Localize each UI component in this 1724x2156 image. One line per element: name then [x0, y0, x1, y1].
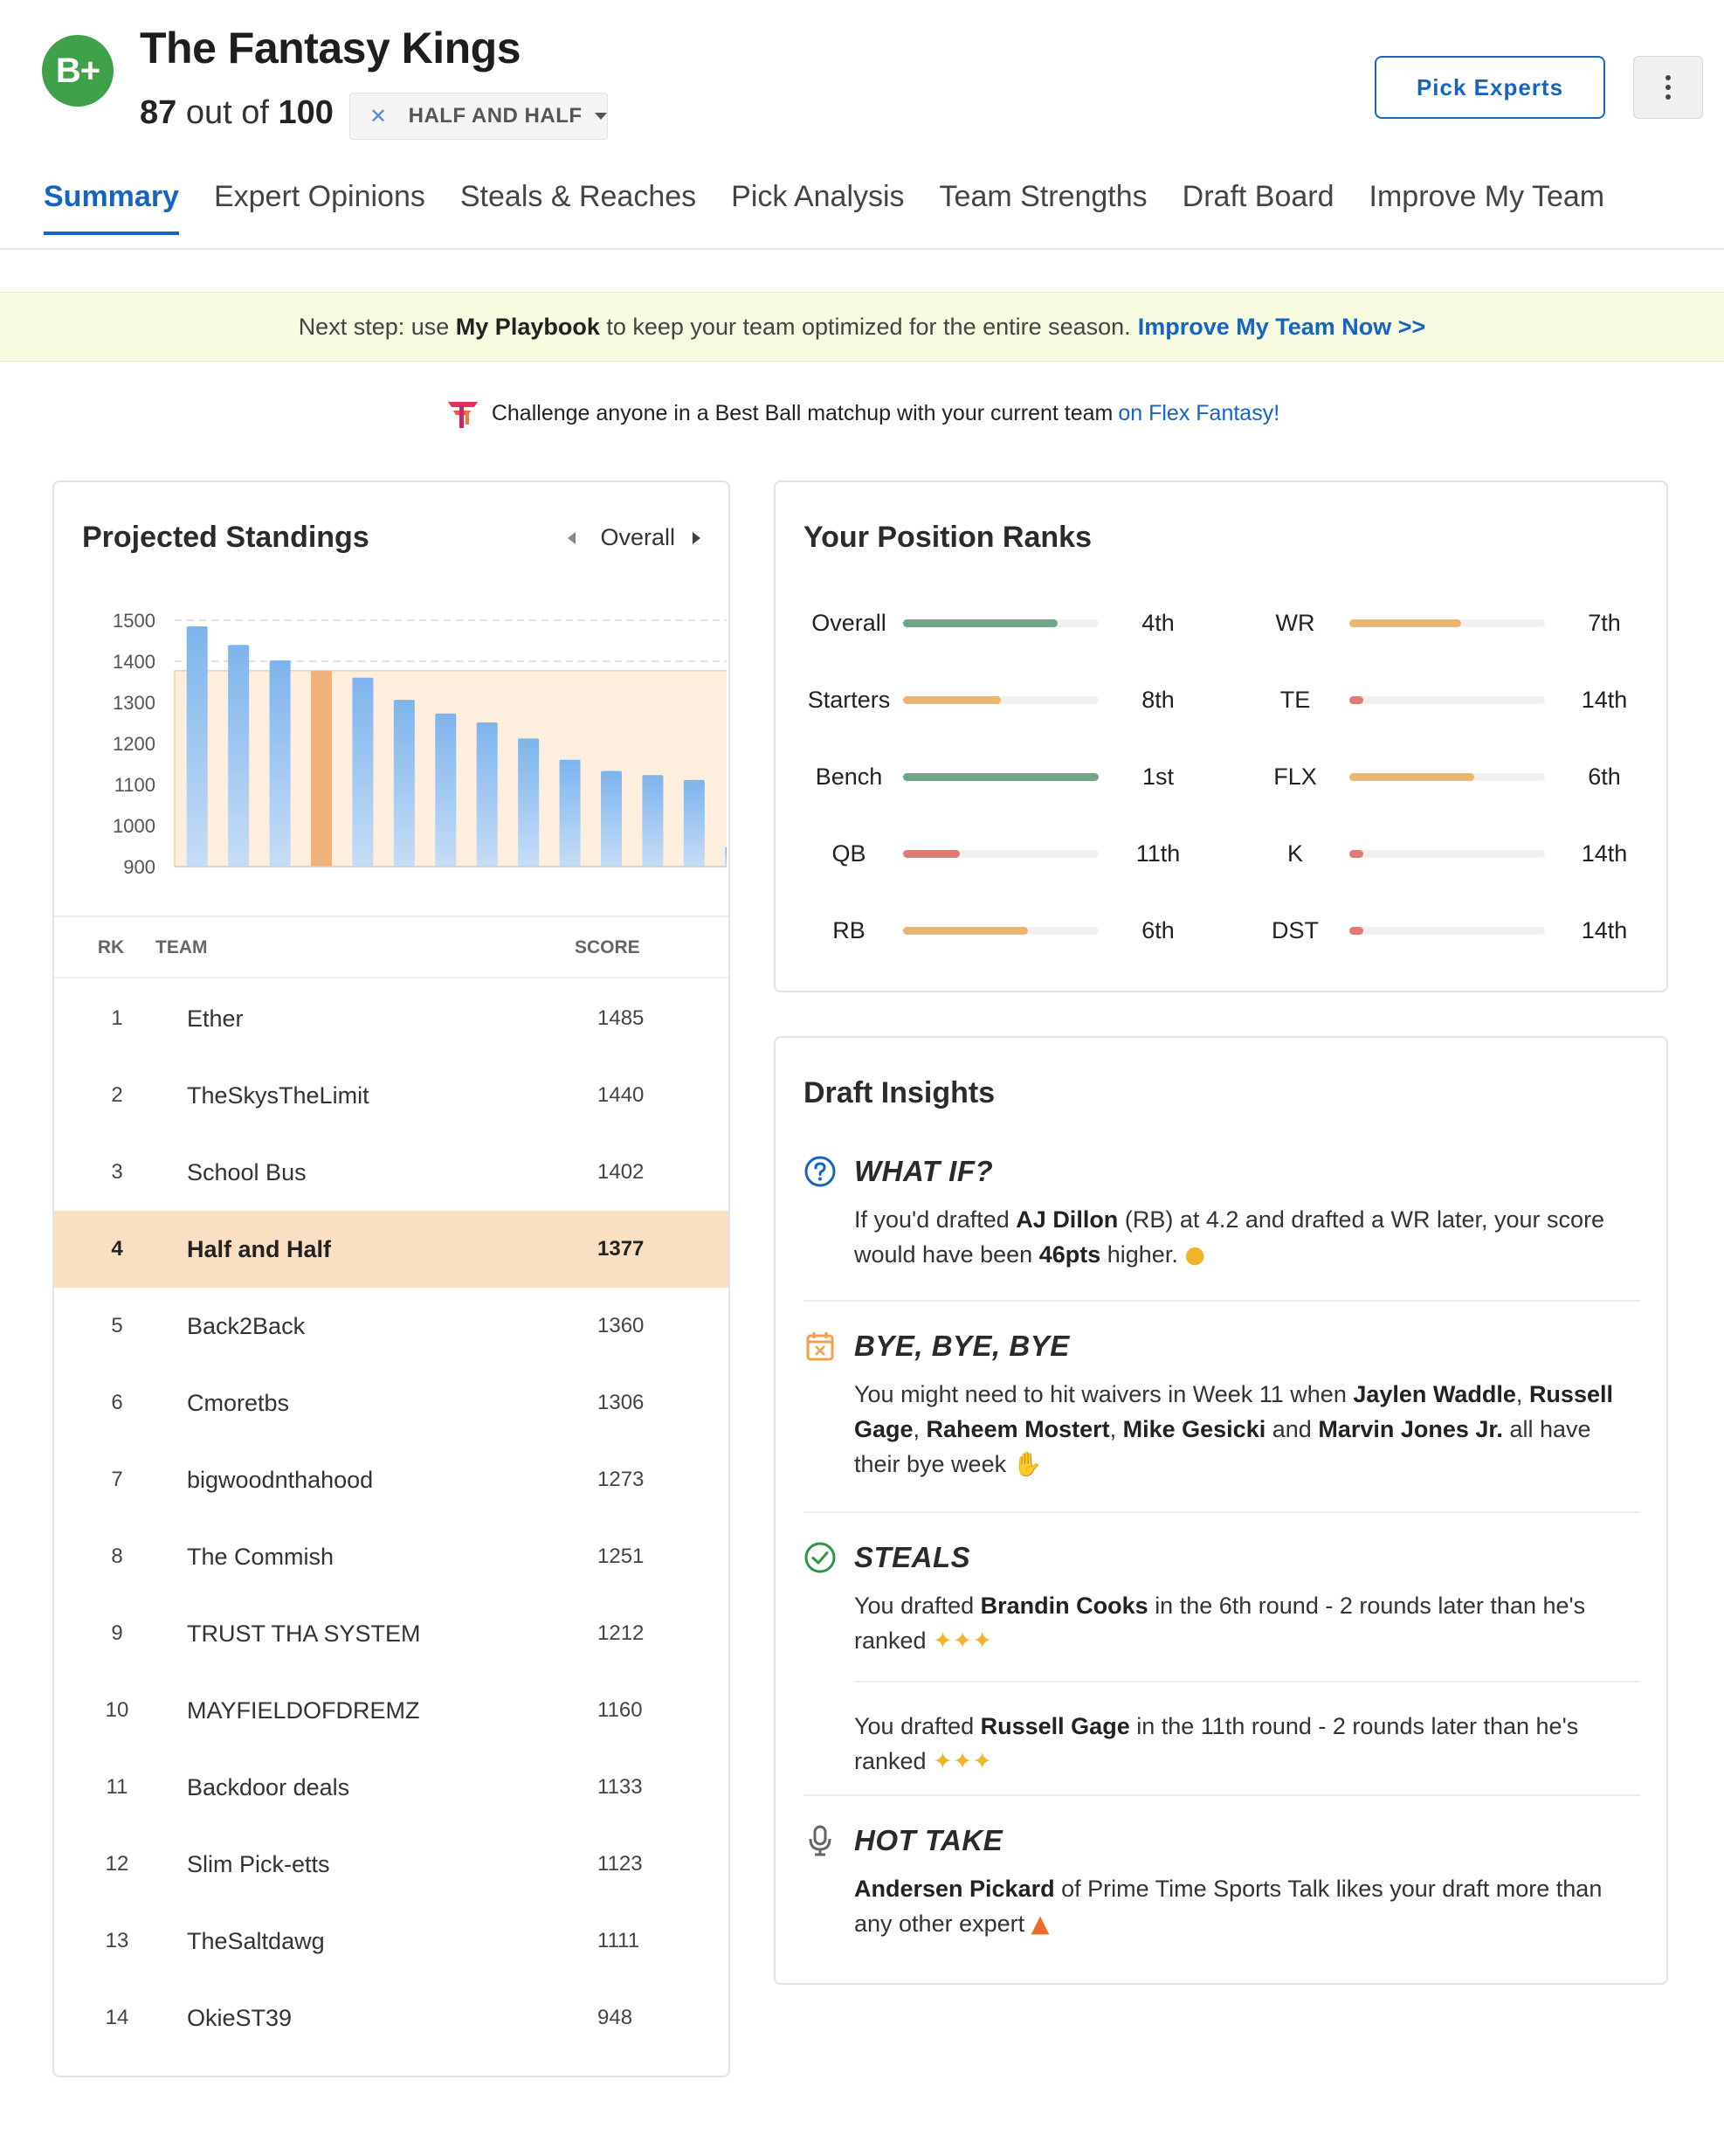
bar-6	[394, 700, 415, 867]
row-score: 1160	[597, 1698, 643, 1722]
position-rank-value: 7th	[1588, 610, 1621, 636]
y-tick-label: 1000	[113, 815, 155, 837]
what-if-text	[854, 1202, 1640, 1273]
row-team: School Bus	[187, 1158, 307, 1185]
banner-suffix: to keep your team optimized for the entire season.	[606, 313, 1131, 340]
tab-steals-reaches[interactable]: Steals & Reaches	[459, 180, 697, 213]
row-team: Ether	[187, 1005, 244, 1032]
standings-title: Projected Standings	[82, 521, 369, 554]
col-team-header: TEAM	[155, 937, 208, 957]
y-tick-label: 900	[123, 856, 155, 878]
row-rank: 11	[106, 1775, 128, 1799]
position-rank-fill	[903, 619, 1058, 627]
bar-5	[352, 678, 373, 867]
position-rank-bar	[903, 773, 1099, 781]
close-icon[interactable]: ✕	[369, 104, 388, 128]
position-rank-qb	[798, 840, 1217, 867]
row-rank: 3	[111, 1160, 123, 1184]
position-label: FLX	[1273, 764, 1317, 790]
row-team: bigwoodnthahood	[187, 1466, 374, 1493]
row-score: 1273	[597, 1468, 645, 1491]
score-max: 100	[278, 94, 334, 131]
position-rank-fill	[903, 927, 1028, 935]
position-rank-value: 1st	[1141, 764, 1175, 790]
flex-fantasy-link[interactable]: on Flex Fantasy!	[1118, 400, 1280, 425]
position-rank-value: 14th	[1581, 687, 1628, 713]
row-score: 1360	[597, 1314, 645, 1337]
steal-divider	[854, 1681, 1640, 1683]
thinking-emoji-icon: ●	[1184, 1241, 1205, 1268]
row-rank: 5	[111, 1314, 123, 1337]
chart-divider	[54, 916, 728, 917]
col-score-header: SCORE	[575, 937, 640, 957]
table-row[interactable]	[54, 1980, 728, 2056]
team-select-label: HALF AND HALF	[408, 104, 583, 128]
y-tick-label: 1300	[113, 692, 155, 714]
bye-and: and	[1272, 1416, 1312, 1442]
y-tick-label: 1200	[113, 733, 155, 755]
row-team: Cmoretbs	[187, 1389, 290, 1416]
team-title: The Fantasy Kings	[140, 24, 521, 73]
table-row[interactable]	[54, 1595, 728, 1672]
position-rank-value: 6th	[1141, 917, 1175, 943]
row-team: Half and Half	[187, 1235, 332, 1262]
tab-pick-analysis[interactable]: Pick Analysis	[731, 180, 905, 213]
row-team: Slim Pick-etts	[187, 1850, 330, 1877]
position-rank-bench	[798, 764, 1217, 791]
table-row[interactable]	[54, 1826, 728, 1903]
insight-hot-take	[803, 1824, 1640, 1942]
insight-divider	[803, 1300, 1640, 1302]
standings-table-header	[54, 919, 728, 978]
row-team: MAYFIELDOFDREMZ	[187, 1696, 420, 1724]
insight-divider	[803, 1511, 1640, 1513]
improve-team-link[interactable]: Improve My Team Now >>	[1137, 313, 1426, 340]
position-rank-flx	[1245, 764, 1664, 791]
position-rank-fill	[903, 773, 1099, 781]
more-options-button[interactable]	[1633, 56, 1703, 119]
row-rank: 10	[105, 1698, 129, 1722]
position-rank-bar	[1349, 850, 1545, 858]
position-label: DST	[1272, 917, 1319, 943]
hot-take-heading: HOT TAKE	[854, 1824, 1003, 1856]
row-score: 1306	[597, 1391, 645, 1414]
row-score: 1212	[597, 1621, 645, 1645]
row-score: 1123	[597, 1852, 643, 1876]
steal-2-text-1: You drafted	[854, 1713, 975, 1739]
table-row[interactable]	[54, 1903, 728, 1980]
score-summary	[140, 94, 334, 132]
steal-1-player: Brandin Cooks	[980, 1593, 1148, 1619]
question-icon	[803, 1155, 837, 1188]
row-rank: 12	[105, 1852, 129, 1876]
row-rank: 1	[111, 1006, 123, 1030]
steals-heading: STEALS	[854, 1541, 971, 1573]
table-row[interactable]	[54, 1365, 728, 1441]
position-label: QB	[831, 840, 866, 867]
position-rank-value: 4th	[1141, 610, 1175, 636]
row-score: 1377	[597, 1237, 645, 1261]
row-rank: 4	[111, 1237, 123, 1261]
steal-item-1	[854, 1588, 1640, 1659]
draft-insights-title: Draft Insights	[803, 1076, 996, 1109]
table-row[interactable]	[54, 1288, 728, 1365]
row-score: 1111	[597, 1929, 640, 1952]
tab-bar	[44, 180, 1604, 235]
chevron-down-icon	[595, 113, 607, 120]
position-rank-fill	[1349, 927, 1363, 935]
position-rank-fill	[1349, 696, 1363, 704]
position-rank-k	[1245, 840, 1664, 867]
next-step-banner	[0, 292, 1724, 362]
insight-steals	[803, 1541, 1640, 1659]
bar-8	[477, 722, 498, 867]
team-select[interactable]	[349, 93, 608, 140]
standings-rows	[54, 980, 728, 2056]
check-circle-icon	[803, 1541, 837, 1574]
hot-take-text	[854, 1871, 1640, 1942]
position-ranks-card	[774, 480, 1668, 992]
microphone-icon	[803, 1824, 837, 1857]
insight-divider	[803, 1794, 1640, 1796]
row-team: TheSkysTheLimit	[187, 1081, 369, 1109]
row-rank: 7	[111, 1468, 123, 1491]
bye-player-4: Mike Gesicki	[1122, 1416, 1266, 1442]
row-team: Backdoor deals	[187, 1773, 350, 1800]
y-tick-label: 1100	[114, 774, 155, 796]
insight-what-if	[803, 1155, 1640, 1273]
challenge-text: Challenge anyone in a Best Ball matchup with your current team	[491, 400, 1114, 425]
position-rank-bar	[903, 927, 1099, 935]
position-label: Starters	[807, 687, 891, 713]
insight-bye-week	[803, 1330, 1640, 1482]
kebab-dot-icon	[1665, 94, 1671, 100]
what-if-text-1: If you'd drafted	[854, 1206, 1010, 1233]
table-row[interactable]	[54, 1441, 728, 1518]
bye-text-1: You might need to hit waivers in Week 11 when	[854, 1381, 1347, 1407]
position-rank-fill	[903, 696, 1001, 704]
table-row[interactable]	[54, 1749, 728, 1826]
row-score: 948	[597, 2006, 633, 2029]
bar-10	[560, 760, 581, 867]
bye-player-5: Marvin Jones Jr.	[1318, 1416, 1503, 1442]
table-row[interactable]	[54, 1211, 728, 1288]
bar-13	[684, 780, 705, 867]
row-team: TRUST THA SYSTEM	[187, 1620, 421, 1647]
bar-14	[725, 847, 727, 867]
prev-arrow-icon[interactable]	[568, 532, 576, 544]
row-team: OkieST39	[187, 2004, 293, 2031]
position-rank-starters	[798, 687, 1217, 714]
row-rank: 14	[105, 2006, 129, 2029]
kebab-dot-icon	[1665, 85, 1671, 90]
what-if-player: AJ Dillon	[1016, 1206, 1119, 1233]
y-tick-label: 1500	[113, 610, 155, 632]
bar-4	[311, 671, 332, 867]
row-rank: 6	[111, 1391, 123, 1414]
table-row[interactable]	[54, 980, 728, 1057]
steal-2-player: Russell Gage	[980, 1713, 1130, 1739]
hot-take-expert: Andersen Pickard	[854, 1876, 1055, 1902]
position-rank-bar	[1349, 619, 1545, 627]
row-rank: 8	[111, 1544, 123, 1568]
row-team: TheSaltdawg	[187, 1927, 325, 1954]
position-rank-bar	[903, 850, 1099, 858]
what-if-text-2: (RB) at 4.2 and drafted a WR later, your score would have been	[854, 1206, 1605, 1268]
next-arrow-icon[interactable]	[693, 532, 700, 544]
tab-team-strengths[interactable]: Team Strengths	[939, 180, 1148, 213]
bar-12	[642, 775, 663, 867]
hot-take-text-1: of Prime Time Sports Talk likes your draft more than any other expert	[854, 1876, 1603, 1937]
bye-player-1: Jaylen Waddle	[1353, 1381, 1516, 1407]
position-rank-dst	[1245, 917, 1664, 944]
banner-strong: My Playbook	[455, 313, 600, 340]
position-rank-fill	[903, 850, 960, 858]
tab-expert-opinions[interactable]: Expert Opinions	[213, 180, 425, 213]
bar-1	[187, 626, 208, 867]
kebab-dot-icon	[1665, 75, 1671, 80]
tab-improve-my-team[interactable]: Improve My Team	[1369, 180, 1605, 213]
position-rank-bar	[1349, 927, 1545, 935]
tabs-divider	[0, 248, 1724, 250]
row-team: Back2Back	[187, 1312, 306, 1339]
calendar-icon	[803, 1330, 837, 1363]
challenge-promo	[0, 395, 1724, 432]
standings-filter	[568, 524, 700, 551]
table-row[interactable]	[54, 1057, 728, 1134]
position-rank-value: 14th	[1581, 917, 1628, 943]
position-rank-fill	[1349, 619, 1461, 627]
grade-text: B+	[55, 51, 100, 90]
steal-1-text-1: You drafted	[854, 1593, 975, 1619]
row-rank: 2	[111, 1083, 123, 1107]
col-rank-header: RK	[97, 937, 125, 957]
position-rank-overall	[798, 610, 1217, 637]
row-score: 1485	[597, 1006, 645, 1030]
bye-heading: BYE, BYE, BYE	[854, 1330, 1070, 1362]
position-rank-value: 14th	[1581, 840, 1628, 867]
clap-emoji-icon: ✦✦✦	[933, 1748, 992, 1775]
fire-emoji-icon: ▲	[1031, 1911, 1050, 1938]
bye-player-2: Russell Gage	[854, 1381, 1613, 1442]
wave-emoji-icon: ✋	[1012, 1451, 1043, 1478]
bar-3	[270, 660, 291, 867]
table-row[interactable]	[54, 1518, 728, 1595]
table-row[interactable]	[54, 1134, 728, 1211]
standings-filter-label: Overall	[600, 524, 675, 550]
position-rank-te	[1245, 687, 1664, 714]
tab-draft-board[interactable]: Draft Board	[1182, 180, 1334, 213]
bar-9	[518, 738, 539, 867]
position-rank-value: 8th	[1141, 687, 1175, 713]
row-score: 1251	[597, 1544, 645, 1568]
position-rank-bar	[903, 619, 1099, 627]
position-label: RB	[832, 917, 865, 943]
row-rank: 9	[111, 1621, 123, 1645]
position-label: WR	[1275, 610, 1315, 636]
projected-standings-card	[52, 480, 730, 2077]
row-team: The Commish	[187, 1543, 334, 1570]
steal-1-text-2: in the 6th round - 2 rounds later than he's ranked	[854, 1593, 1586, 1654]
score-out-of: out of	[185, 94, 269, 131]
bar-7	[435, 714, 456, 867]
what-if-heading: WHAT IF?	[854, 1155, 994, 1187]
position-rank-value: 11th	[1135, 840, 1181, 867]
bye-text-2: all have their bye week	[854, 1416, 1591, 1477]
position-rank-rb	[798, 917, 1217, 944]
row-score: 1440	[597, 1083, 645, 1107]
position-rank-fill	[1349, 773, 1474, 781]
position-rank-fill	[1349, 850, 1363, 858]
score-value: 87	[140, 94, 177, 131]
clap-emoji-icon: ✦✦✦	[933, 1627, 992, 1655]
pick-experts-button[interactable]: Pick Experts	[1375, 56, 1605, 119]
position-rank-wr	[1245, 610, 1664, 637]
position-rank-value: 6th	[1588, 764, 1621, 790]
table-row[interactable]	[54, 1672, 728, 1749]
row-rank: 13	[105, 1929, 129, 1952]
bar-2	[228, 645, 249, 867]
position-label: K	[1286, 840, 1303, 867]
row-score: 1402	[597, 1160, 645, 1184]
bye-text: You might need to hit waivers in Week 11 when Jaylen Waddle, Russell Gage, Raheem Mostert, Mike Gesicki and Marvin Jones Jr. all have their bye week ✋	[854, 1381, 1613, 1478]
grade-badge	[42, 35, 114, 107]
position-rank-bar	[903, 696, 1099, 704]
steal-2-text-2: in the 11th round - 2 rounds later than he's ranked	[854, 1713, 1579, 1774]
position-label: TE	[1279, 687, 1311, 713]
bar-11	[601, 770, 622, 867]
position-rank-bar	[1349, 696, 1545, 704]
tab-summary[interactable]: Summary	[44, 180, 179, 235]
draft-insights-card	[774, 1036, 1668, 1985]
steal-item-2	[854, 1709, 1640, 1779]
position-rank-bar	[1349, 773, 1545, 781]
insight-steals-2	[803, 1695, 1640, 1779]
position-ranks-title: Your Position Ranks	[803, 521, 1092, 554]
row-score: 1133	[597, 1775, 643, 1799]
y-tick-label: 1400	[113, 651, 155, 673]
position-label: Bench	[815, 764, 883, 790]
what-if-text-3: higher.	[1107, 1241, 1178, 1268]
bye-player-3: Raheem Mostert	[926, 1416, 1110, 1442]
what-if-points: 46pts	[1038, 1241, 1101, 1268]
flex-fantasy-logo-icon	[445, 395, 481, 432]
banner-prefix: Next step: use	[298, 313, 450, 340]
standings-bar-chart	[89, 605, 727, 902]
position-label: Overall	[811, 610, 886, 636]
